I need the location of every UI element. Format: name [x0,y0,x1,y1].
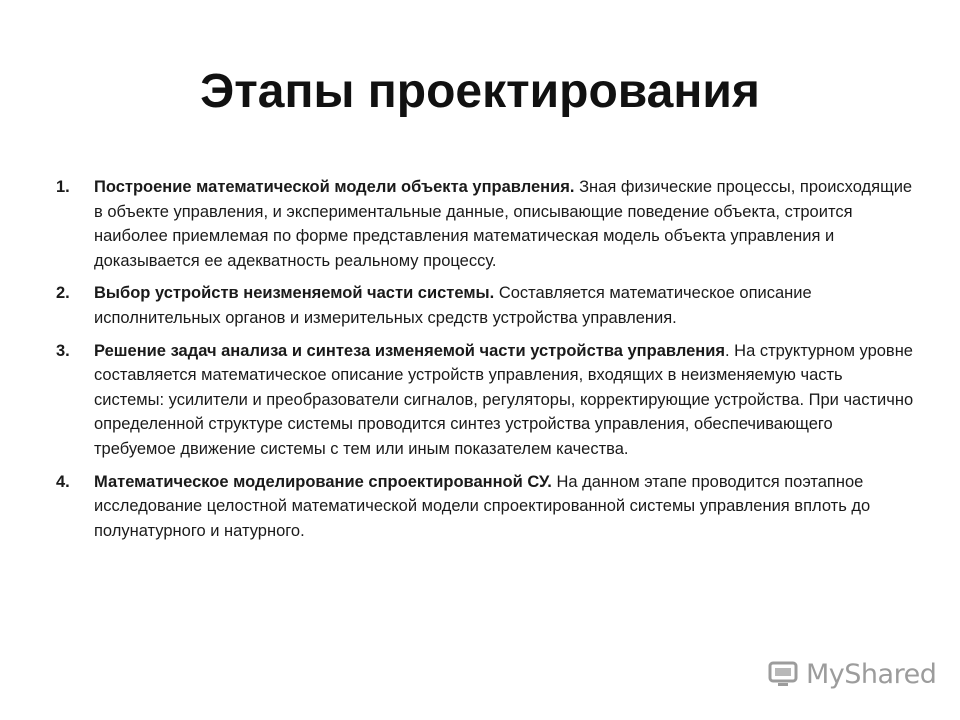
item-lead: Построение математической модели объекта управления. [94,178,575,196]
slide-title: Этапы проектирования [200,65,760,118]
list-item [56,281,916,330]
item-lead: Выбор устройств неизменяемой части системы. [94,284,495,303]
watermark-text: MyShared [806,658,937,690]
item-lead: Математическое моделирование спроектированной СУ. [94,472,552,491]
stages-list [56,175,916,551]
item-text: На данном этапе проводится поэтапное исследование целостной математической модели спроектированной системы управления вплоть до полунатурного и натурного. [94,472,871,540]
item-number: 2. [56,284,70,303]
item-text: . На структурном уровне составляется математическое описание устройств управления, входящих в неизменяемую часть системы: усилители и преобразователи сигналов, регуляторы, корректирующие устройства. При частично определенной структуре системы проводится синтез устройства управления, обеспечивающего требуемое движение системы с тем или иным показателем качества. [94,341,914,458]
watermark-logo [766,654,936,694]
item-number: 4. [56,472,70,491]
item-number: 1. [56,178,70,196]
list-item [56,175,916,273]
list-item [56,339,916,462]
mysalon-logo-icon [766,657,800,691]
item-text: Зная физические процессы, происходящие в объекте управления, и экспериментальные данные, описывающие поведение объекта, строится наиболее приемлемая по форме представления математическая модель объекта управления и доказывается ее адекватность реальному процессу. [94,178,913,270]
item-number: 3. [56,341,70,360]
item-lead: Решение задач анализа и синтеза изменяемой части устройства управления [94,341,726,360]
item-text: Составляется математическое описание исполнительных органов и измерительных средств устройства управления. [94,284,812,327]
list-item [56,470,916,544]
